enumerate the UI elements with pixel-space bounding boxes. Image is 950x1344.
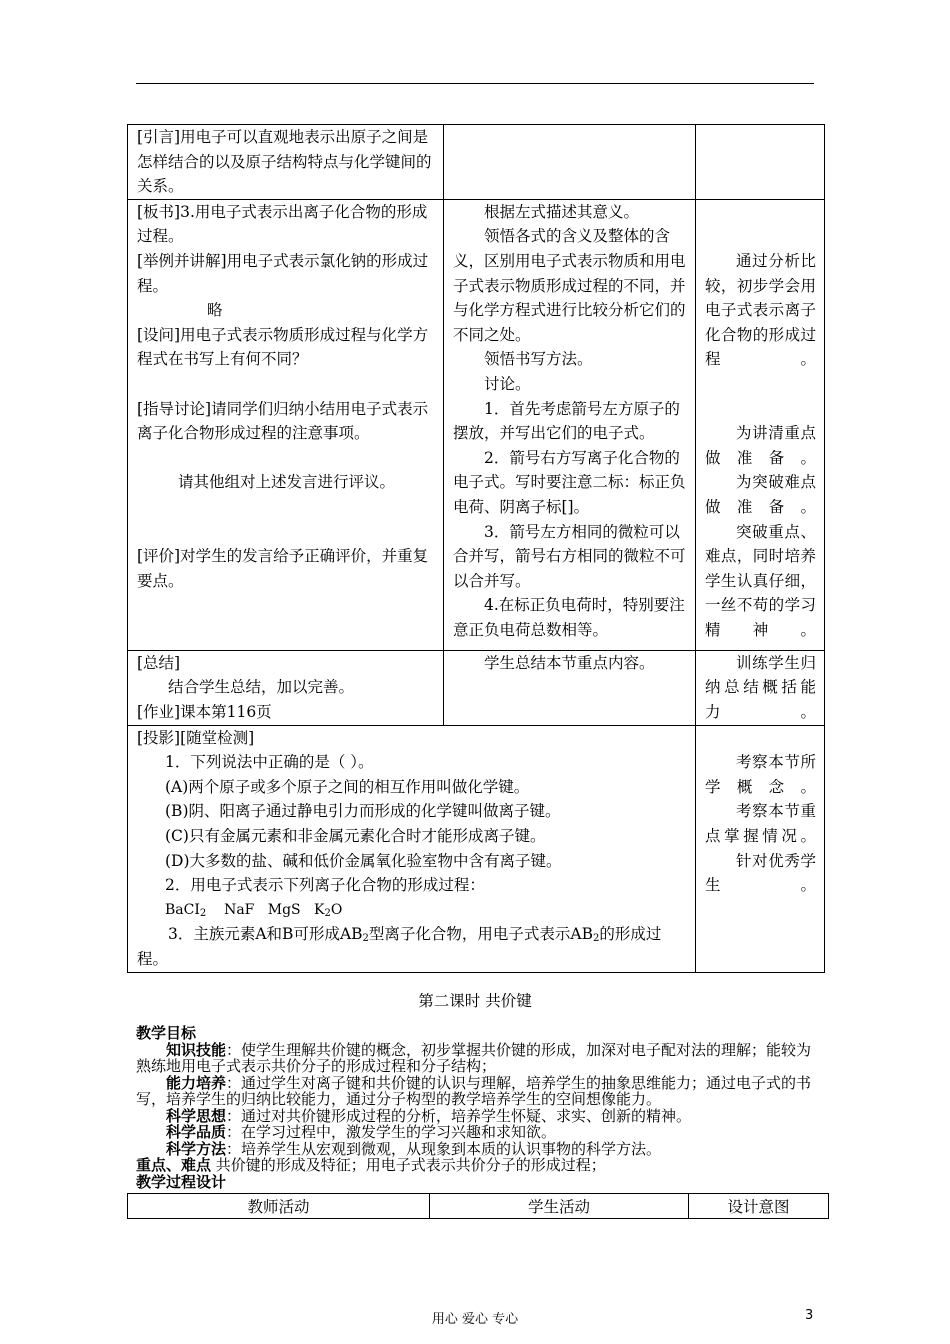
table-row — [128, 1194, 829, 1219]
student-text: 2．箭号右方写离子化合物的电子式。写时要注意二标：标正负电荷、阴离子标[]。 — [453, 448, 686, 516]
intent-cell — [696, 650, 825, 725]
student-text: 讨论。 — [484, 374, 531, 393]
quiz-option: (A)两个原子或多个原子之间的相互作用叫做化学键。 — [165, 777, 530, 796]
intent-text: 考察本节重点掌握情况。 — [705, 802, 816, 845]
student-text: 领悟书写方法。 — [484, 350, 593, 369]
student-text: 1．首先考虑箭号左方原子的摆放，并写出它们的电子式。 — [453, 399, 680, 443]
quiz-option: (D)大多数的盐、碱和低价金属氧化验室物中含有离子键。 — [165, 851, 562, 870]
objective-item: 科学思想：通过对共价键形成过程的分析，培养学生怀疑、求实、创新的精神。 — [166, 1106, 692, 1125]
process-table-header — [127, 1193, 829, 1219]
objectives-section — [136, 1025, 826, 1190]
student-cell — [444, 650, 696, 725]
objectives-heading: 教学目标 — [136, 1024, 197, 1042]
student-text: 领悟各式的含义及整体的含义，区别用电子式表示物质和用电子式表示物质形成过程的不同，并与化学方程式进行比较分析它们的不同之处。 — [453, 227, 686, 344]
intent-cell — [696, 125, 825, 200]
quiz-question: 2．用电子式表示下列离子化合物的形成过程： — [165, 876, 485, 895]
header-cell-intent: 设计意图 — [689, 1194, 829, 1219]
page-number: 3 — [805, 1308, 814, 1323]
design-heading: 教学过程设计 — [136, 1172, 227, 1191]
student-text: 根据左式描述其意义。 — [484, 202, 640, 221]
quiz-heading: [投影][随堂检测] — [137, 728, 255, 747]
intent-text: 为突破难点做准备。 — [705, 473, 816, 516]
intent-text: 为讲清重点做准备。 — [705, 424, 816, 467]
intent-text: 通过分析比较，初步学会用电子式表示离子化合物的形成过程。 — [705, 251, 816, 369]
objective-item: 知识技能：使学生理解共价键的概念，初步掌握共价键的形成，加深对电子配对法的理解；能较为熟练地用电子式表示共价分子的形成过程和分子结构； — [136, 1040, 812, 1075]
teacher-text: [总结] — [137, 653, 181, 672]
teacher-text: [评价]对学生的发言给予正确评价，并重复要点。 — [137, 547, 429, 590]
table-row — [128, 199, 825, 650]
teacher-text: [板书]3.用电子式表示出离子化合物的形成过程。 — [137, 202, 428, 246]
student-cell — [444, 125, 696, 200]
teacher-text: 略 — [207, 301, 223, 320]
intent-text: 训练学生归纳总结概括能力。 — [705, 653, 816, 721]
intent-cell — [696, 725, 825, 972]
student-text: 3．箭号左方相同的微粒可以合并写，箭号右方相同的微粒不可以合并写。 — [453, 522, 686, 590]
teacher-cell — [128, 650, 444, 725]
objective-item: 能力培养：通过学生对离子键和共价键的认识与理解，培养学生的抽象思维能力；通过电子式的书写，培养学生的归纳比较能力，通过分子构型的教学培养学生的空间想像能力。 — [136, 1073, 812, 1108]
quiz-cell — [128, 725, 696, 972]
teacher-text: [设问]用电子式表示物质形成过程与化学方程式在书写上有何不同？ — [137, 325, 429, 369]
teacher-text: 结合学生总结，加以完善。 — [168, 678, 355, 697]
teacher-text: [作业]课本第116页 — [137, 702, 272, 721]
table-row — [128, 650, 825, 725]
page-footer: 用心 爱心 专心 — [431, 1312, 519, 1327]
teacher-text: 请其他组对上述发言进行评议。 — [178, 473, 396, 492]
header-cell-student: 学生活动 — [430, 1194, 689, 1219]
objective-item: 科学方法：培养学生从宏观到微观，从现象到本质的认识事物的科学方法。 — [166, 1139, 662, 1158]
lesson-title: 第二课时 共价键 — [418, 992, 532, 1010]
teacher-cell — [128, 125, 444, 200]
student-cell — [444, 199, 696, 650]
teacher-text: [举例并讲解]用电子式表示氯化钠的形成过程。 — [137, 251, 429, 295]
table-row — [128, 125, 825, 200]
quiz-option: (B)阴、阳离子通过静电引力而形成的化学键叫做离子键。 — [165, 802, 561, 821]
teacher-text: [指导讨论]请同学们归纳小结用电子式表示离子化合物形成过程的注意事项。 — [137, 399, 429, 443]
teacher-text: [引言]用电子可以直观地表示出原子之间是怎样结合的以及原子结构特点与化学键间的关系。 — [137, 128, 432, 196]
quiz-question: 3．主族元素A和B可形成$AB_2$型离子化合物，用电子式表示$AB_2$的形成过程。 — [137, 925, 662, 968]
intent-cell — [696, 199, 825, 650]
quiz-option: (C)只有金属元素和非金属元素化合时才能形成离子键。 — [165, 826, 546, 845]
student-text: 学生总结本节重点内容。 — [484, 653, 655, 672]
intent-text: 突破重点、难点，同时培养学生认真仔细，一丝不苟的学习精神。 — [705, 522, 816, 639]
quiz-question: 1．下列说法中正确的是（ ）。 — [165, 753, 374, 772]
header-rule — [136, 83, 814, 84]
lesson-table — [127, 124, 825, 973]
intent-text: 考察本节所学概念。 — [705, 753, 816, 796]
key-points: 重点、难点 共价键的形成及特征；用电子式表示共价分子的形成过程； — [136, 1156, 606, 1174]
table-row — [128, 725, 825, 972]
intent-text: 针对优秀学生。 — [705, 851, 816, 895]
student-text: 4.在标正负电荷时，特别要注意正负电荷总数相等。 — [453, 596, 685, 639]
header-cell-teacher: 教师活动 — [128, 1194, 430, 1219]
compound-list: BaCI$_2$ NaF MgS $K_2O$ — [165, 901, 343, 919]
teacher-cell — [128, 199, 444, 650]
objective-item: 科学品质：在学习过程中，激发学生的学习兴趣和求知欲。 — [166, 1123, 557, 1141]
